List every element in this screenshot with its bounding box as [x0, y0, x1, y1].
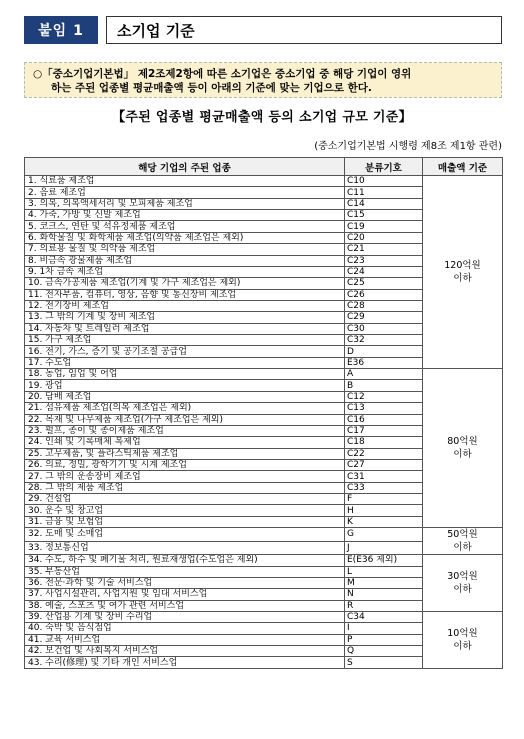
industry-cell: 15. 가구 제조업: [25, 335, 345, 346]
revenue-limit-label: 이하: [453, 542, 472, 554]
industry-cell: 16. 전기, 가스, 증기 및 공기조절 공급업: [25, 346, 345, 357]
code-cell: C26: [345, 289, 423, 300]
code-cell: K: [345, 516, 423, 527]
revenue-amount: 80억원: [447, 436, 478, 448]
industry-cell: 34. 수도, 하수 및 폐기물 처리, 원료재생업(수도업은 제외): [25, 555, 345, 566]
notice-box: [24, 62, 502, 98]
code-cell: C31: [345, 471, 423, 482]
code-cell: M: [345, 577, 423, 588]
industry-cell: 5. 코크스, 연탄 및 석유정제품 제조업: [25, 221, 345, 232]
code-cell: B: [345, 380, 423, 391]
revenue-limit-label: 이하: [453, 584, 472, 596]
revenue-criteria-cell: [423, 611, 503, 668]
code-cell: C11: [345, 187, 423, 198]
header-industry: 해당 기업의 주된 업종: [25, 158, 345, 176]
revenue-limit-label: 이하: [453, 273, 472, 285]
industry-cell: 41. 교육 서비스업: [25, 634, 345, 645]
industry-cell: 43. 수리(修理) 및 기타 개인 서비스업: [25, 657, 345, 668]
code-cell: H: [345, 505, 423, 516]
table-body: [25, 176, 503, 669]
code-cell: F: [345, 494, 423, 505]
code-cell: C25: [345, 278, 423, 289]
revenue-criteria-cell: [423, 555, 503, 612]
industry-cell: 21. 섬유제품 제조업(의복 제조업은 제외): [25, 403, 345, 414]
code-cell: C19: [345, 221, 423, 232]
code-cell: C20: [345, 232, 423, 243]
code-cell: A: [345, 369, 423, 380]
code-cell: C22: [345, 448, 423, 459]
revenue-limit-label: 이하: [453, 640, 472, 652]
attachment-badge: 붙임 1: [24, 16, 98, 44]
industry-cell: 36. 전문·과학 및 기술 서비스업: [25, 577, 345, 588]
industry-cell: 13. 그 밖의 기계 및 장비 제조업: [25, 312, 345, 323]
document-header: [24, 16, 502, 44]
industry-cell: 26. 의료, 정밀, 광학기기 및 시계 제조업: [25, 459, 345, 470]
industry-cell: 28. 그 밖의 제품 제조업: [25, 482, 345, 493]
industry-cell: 27. 그 밖의 운송장비 제조업: [25, 471, 345, 482]
revenue-amount: 10억원: [447, 627, 478, 639]
industry-cell: 42. 보건업 및 사회복지 서비스업: [25, 646, 345, 657]
industry-cell: 11. 전자부품, 컴퓨터, 영상, 음향 및 통신장비 제조업: [25, 289, 345, 300]
revenue-amount: 50억원: [447, 529, 478, 541]
code-cell: D: [345, 346, 423, 357]
industry-cell: 29. 건설업: [25, 494, 345, 505]
industry-cell: 4. 가죽, 가방 및 신발 제조업: [25, 210, 345, 221]
table-row: [25, 369, 503, 380]
code-cell: C27: [345, 459, 423, 470]
industry-cell: 1. 식료품 제조업: [25, 176, 345, 187]
industry-cell: 18. 농업, 임업 및 어업: [25, 369, 345, 380]
notice-line-2: 하는 주된 업종별 평균매출액 등이 아래의 기준에 맞는 기업으로 한다.: [51, 82, 372, 94]
industry-cell: 40. 숙박 및 음식점업: [25, 623, 345, 634]
industry-cell: 3. 의복, 의복액세서리 및 모피제품 제조업: [25, 198, 345, 209]
code-cell: C18: [345, 437, 423, 448]
code-cell: Q: [345, 646, 423, 657]
industry-cell: 20. 담배 제조업: [25, 391, 345, 402]
industry-cell: 39. 산업용 기계 및 장비 수리업: [25, 611, 345, 622]
code-cell: L: [345, 566, 423, 577]
code-cell: C23: [345, 255, 423, 266]
code-cell: C16: [345, 414, 423, 425]
industry-cell: 38. 예술, 스포츠 및 여가 관련 서비스업: [25, 600, 345, 611]
industry-cell: 10. 금속가공제품 제조업(기계 및 가구 제조업은 제외): [25, 278, 345, 289]
revenue-amount: 30억원: [447, 571, 478, 583]
code-cell: R: [345, 600, 423, 611]
code-cell: C12: [345, 391, 423, 402]
table-header-row: [25, 158, 503, 176]
industry-cell: 37. 사업시설관리, 사업지원 및 임대 서비스업: [25, 589, 345, 600]
code-cell: G: [345, 528, 423, 542]
code-cell: C14: [345, 198, 423, 209]
code-cell: C34: [345, 611, 423, 622]
industry-cell: 23. 펄프, 종이 및 종이제품 제조업: [25, 425, 345, 436]
header-revenue: 매출액 기준: [423, 158, 503, 176]
header-code: 분류기호: [345, 158, 423, 176]
code-cell: C13: [345, 403, 423, 414]
code-cell: N: [345, 589, 423, 600]
code-cell: E(E36 제외): [345, 555, 423, 566]
industry-cell: 2. 음료 제조업: [25, 187, 345, 198]
revenue-criteria-cell: [423, 528, 503, 555]
industry-cell: 22. 목재 및 나무제품 제조업(가구 제조업은 제외): [25, 414, 345, 425]
industry-cell: 6. 화학물질 및 화학제품 제조업(의약품 제조업은 제외): [25, 232, 345, 243]
revenue-criteria-cell: [423, 176, 503, 369]
industry-cell: 25. 고무제품, 및 플라스틱제품 제조업: [25, 448, 345, 459]
table-row: [25, 611, 503, 622]
table-title: 【주된 업종별 평균매출액 등의 소기업 규모 기준】: [112, 110, 412, 125]
small-business-criteria-table: [24, 157, 503, 669]
table-row: [25, 176, 503, 187]
revenue-limit-label: 이하: [453, 449, 472, 461]
industry-cell: 14. 자동차 및 트레일러 제조업: [25, 323, 345, 334]
industry-cell: 30. 운수 및 창고업: [25, 505, 345, 516]
code-cell: C24: [345, 266, 423, 277]
industry-cell: 32. 도매 및 소매업: [25, 528, 345, 542]
code-cell: C15: [345, 210, 423, 221]
legal-source: (중소기업기본법 시행령 제8조 제1항 관련): [314, 141, 502, 152]
industry-cell: 24. 인쇄 및 기록매체 복제업: [25, 437, 345, 448]
revenue-criteria-cell: [423, 369, 503, 528]
industry-cell: 9. 1차 금속 제조업: [25, 266, 345, 277]
revenue-amount: 120억원: [444, 260, 481, 272]
industry-cell: 17. 수도업: [25, 357, 345, 368]
code-cell: C33: [345, 482, 423, 493]
industry-cell: 7. 의료용 물질 및 의약품 제조업: [25, 244, 345, 255]
code-cell: I: [345, 623, 423, 634]
code-cell: C21: [345, 244, 423, 255]
industry-cell: 35. 부동산업: [25, 566, 345, 577]
industry-cell: 8. 비금속 광물제품 제조업: [25, 255, 345, 266]
document-title: 소기업 기준: [106, 16, 502, 44]
code-cell: C32: [345, 335, 423, 346]
code-cell: P: [345, 634, 423, 645]
industry-cell: 31. 금융 및 보험업: [25, 516, 345, 527]
code-cell: J: [345, 541, 423, 555]
code-cell: E36: [345, 357, 423, 368]
code-cell: C30: [345, 323, 423, 334]
notice-line-1: ○「중소기업기본법」 제2조제2항에 따른 소기업은 중소기업 중 해당 기업이 영위: [33, 68, 412, 80]
industry-cell: 33. 정보통신업: [25, 541, 345, 555]
industry-cell: 12. 전기장비 제조업: [25, 300, 345, 311]
code-cell: C29: [345, 312, 423, 323]
code-cell: S: [345, 657, 423, 668]
table-row: [25, 555, 503, 566]
industry-cell: 19. 광업: [25, 380, 345, 391]
code-cell: C28: [345, 300, 423, 311]
code-cell: C17: [345, 425, 423, 436]
code-cell: C10: [345, 176, 423, 187]
table-row: [25, 528, 503, 542]
